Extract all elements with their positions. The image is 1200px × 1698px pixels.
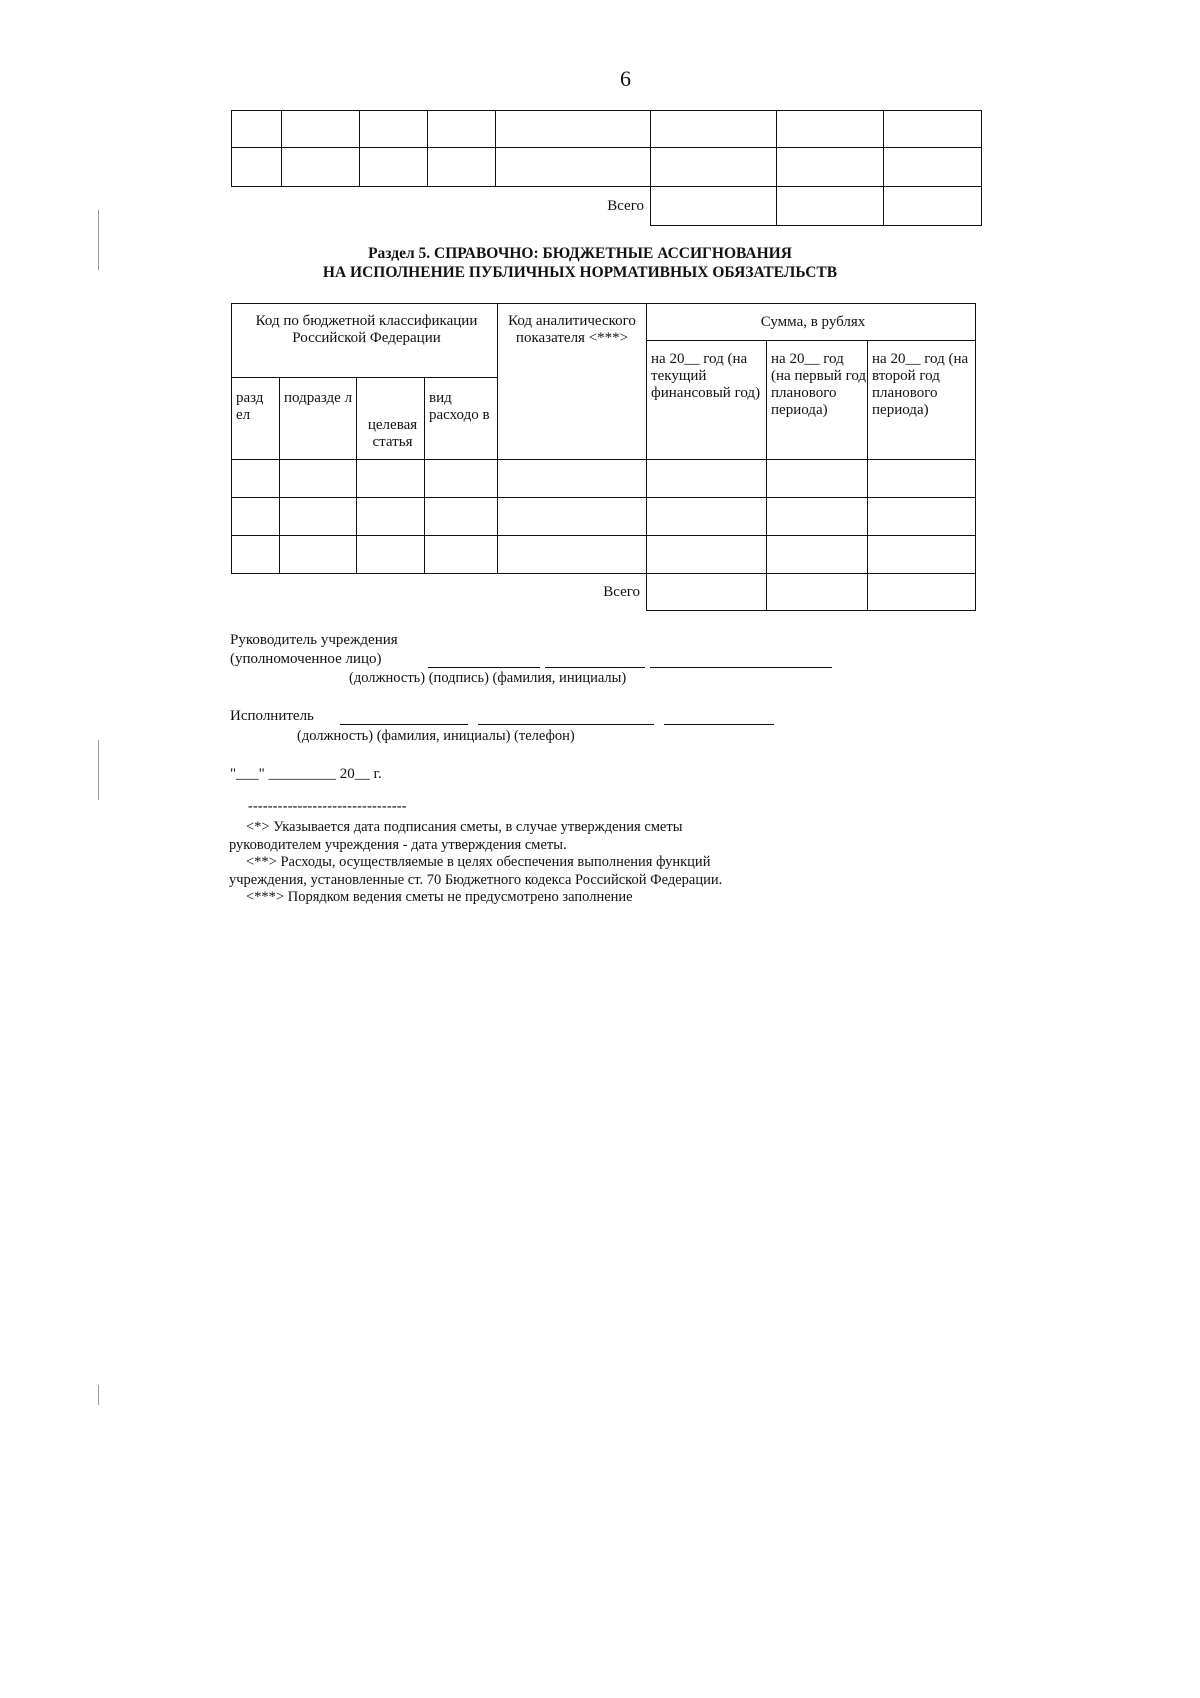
section-title-line2: НА ИСПОЛНЕНИЕ ПУБЛИЧНЫХ НОРМАТИВНЫХ ОБЯЗАТЕЛЬСТВ (322, 264, 838, 281)
table-cell (498, 536, 647, 574)
table-cell (282, 111, 360, 148)
table-cell (651, 111, 777, 148)
razdel-header: разд ел (232, 378, 280, 460)
table-cell (232, 460, 280, 498)
table-cell (498, 498, 647, 536)
footnote-2-line2: учреждения, установленные ст. 70 Бюджетного кодекса Российской Федерации. (229, 871, 723, 888)
sum-header: Сумма, в рублях (647, 304, 976, 341)
table-cell (884, 111, 982, 148)
total-cell (777, 187, 884, 226)
table-cell (425, 460, 498, 498)
total-label: Всего (603, 583, 641, 600)
table-row (232, 460, 976, 498)
footnote-1-line2: руководителем учреждения - дата утверждения сметы. (229, 836, 567, 853)
year-first-header: на 20__ год (на первый год планового периода) (767, 341, 868, 460)
executor-phone-line (664, 724, 774, 725)
table-cell (428, 111, 496, 148)
table-cell (357, 460, 425, 498)
table-cell (884, 148, 982, 187)
table-cell (357, 498, 425, 536)
table-row (232, 148, 982, 187)
total-cell (884, 187, 982, 226)
table-cell (280, 498, 357, 536)
table-cell (232, 536, 280, 574)
table-cell (651, 148, 777, 187)
executor-label: Исполнитель (230, 708, 314, 724)
table-cell (428, 148, 496, 187)
footnotes (229, 819, 829, 907)
total-row (232, 574, 976, 611)
footnote-separator: -------------------------------- (248, 799, 407, 814)
budget-classification-header: Код по бюджетной классификации Российской Федерации (232, 304, 498, 378)
table-cell (496, 148, 651, 187)
table-cell (360, 148, 428, 187)
scan-margin-mark (98, 1385, 99, 1405)
public-obligations-table (231, 303, 976, 611)
footnote-1-line1: <*> Указывается дата подписания сметы, в случае утверждения сметы (246, 819, 683, 835)
table-cell (282, 148, 360, 187)
section-title (230, 244, 930, 282)
section-title-line1: Раздел 5. СПРАВОЧНО: БЮДЖЕТНЫЕ АССИГНОВАНИЯ (368, 245, 792, 262)
table-cell (498, 460, 647, 498)
expense-type-header: вид расходо в (425, 378, 498, 460)
table-cell (232, 111, 282, 148)
target-article-header: целевая статья (357, 378, 425, 460)
total-cell (868, 574, 976, 611)
table-cell (868, 498, 976, 536)
table-cell (232, 498, 280, 536)
total-label: Всего (607, 197, 644, 214)
table-row (232, 111, 982, 148)
table-cell (425, 536, 498, 574)
table-cell (767, 460, 868, 498)
executor-caption: (должность) (фамилия, инициалы) (телефон) (297, 728, 575, 744)
table-cell (647, 460, 767, 498)
table-row (232, 536, 976, 574)
table-row (232, 498, 976, 536)
footnote-2-line1: <**> Расходы, осуществляемые в целях обеспечения выполнения функций (246, 854, 711, 870)
page-number: 6 (620, 66, 631, 91)
executor-name-line (478, 724, 654, 725)
total-row (232, 187, 982, 226)
head-caption: (должность) (подпись) (фамилия, инициалы) (349, 670, 627, 686)
footnote-3: <***> Порядком ведения сметы не предусмотрено заполнение (246, 889, 633, 905)
table-cell (360, 111, 428, 148)
table-cell (868, 460, 976, 498)
total-cell (767, 574, 868, 611)
previous-section-table (231, 110, 982, 226)
table-cell (496, 111, 651, 148)
table-cell (357, 536, 425, 574)
table-cell (777, 111, 884, 148)
head-sublabel: (уполномоченное лицо) (230, 651, 382, 667)
table-cell (647, 498, 767, 536)
scan-margin-mark (98, 740, 99, 800)
date-line: "___" _________ 20__ г. (230, 766, 382, 782)
year-current-header: на 20__ год (на текущий финансовый год) (647, 341, 767, 460)
year-second-header: на 20__ год (на второй год планового периода) (868, 341, 976, 460)
total-cell (651, 187, 777, 226)
table-cell (280, 460, 357, 498)
podrazdel-header: подразде л (280, 378, 357, 460)
table-cell (425, 498, 498, 536)
table-cell (777, 148, 884, 187)
head-label: Руководитель учреждения (230, 632, 398, 648)
position-signature-line (428, 667, 540, 668)
header-row (232, 304, 976, 341)
scan-margin-mark (98, 210, 99, 270)
table-cell (232, 148, 282, 187)
table-cell (647, 536, 767, 574)
table-cell (767, 498, 868, 536)
executor-position-line (340, 724, 468, 725)
table-cell (868, 536, 976, 574)
table-cell (280, 536, 357, 574)
total-cell (647, 574, 767, 611)
name-signature-line (650, 667, 832, 668)
analytic-code-header: Код аналитического показателя <***> (498, 304, 647, 460)
signature-line (545, 667, 645, 668)
table-cell (767, 536, 868, 574)
